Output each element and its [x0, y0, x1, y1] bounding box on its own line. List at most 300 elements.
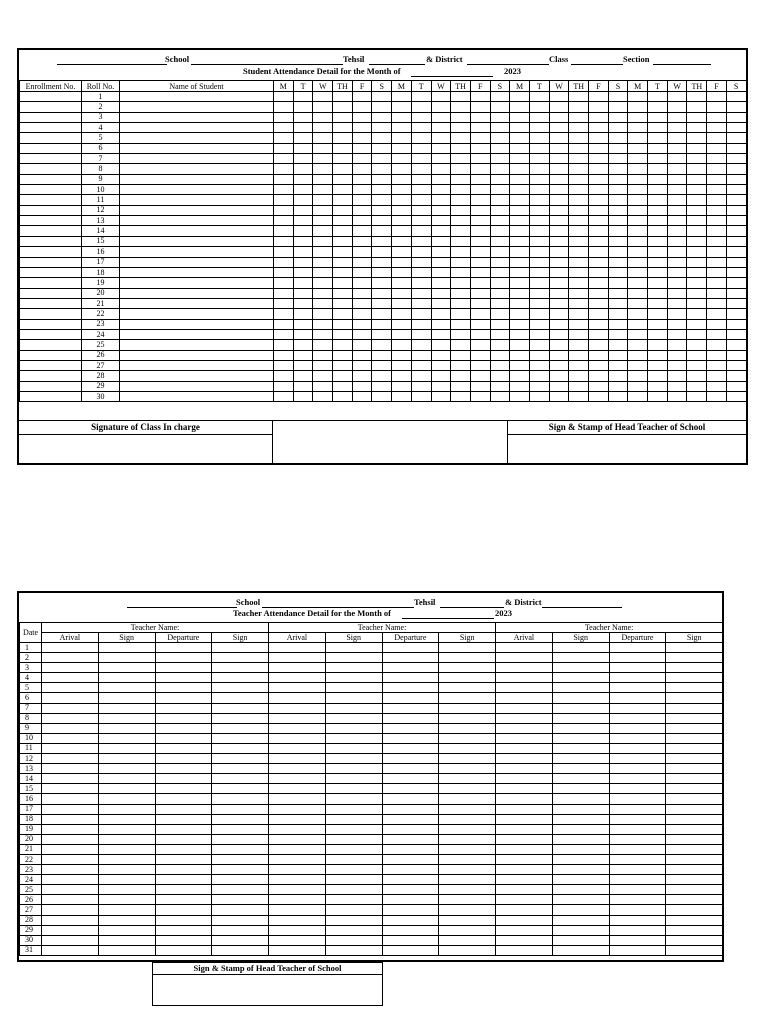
attendance-cell[interactable] [510, 309, 530, 319]
attendance-cell[interactable] [333, 371, 353, 381]
attendance-cell[interactable] [569, 174, 589, 184]
attendance-cell[interactable] [707, 247, 727, 257]
teacher-attendance-cell[interactable] [609, 935, 666, 945]
teacher-attendance-cell[interactable] [609, 925, 666, 935]
attendance-cell[interactable] [490, 174, 510, 184]
teacher-attendance-cell[interactable] [212, 905, 269, 915]
attendance-cell[interactable] [490, 298, 510, 308]
teacher-attendance-cell[interactable] [325, 693, 382, 703]
attendance-cell[interactable] [549, 391, 569, 401]
attendance-cell[interactable] [707, 381, 727, 391]
attendance-cell[interactable] [490, 133, 510, 143]
head-teacher-signature-box[interactable] [508, 421, 746, 464]
teacher-attendance-cell[interactable] [269, 673, 326, 683]
teacher-attendance-cell[interactable] [155, 905, 212, 915]
attendance-cell[interactable] [490, 350, 510, 360]
teacher-attendance-cell[interactable] [552, 854, 609, 864]
attendance-cell[interactable] [726, 92, 746, 102]
teacher-attendance-cell[interactable] [155, 723, 212, 733]
teacher-name-header[interactable]: Teacher Name: [269, 623, 496, 633]
attendance-cell[interactable] [313, 288, 333, 298]
attendance-cell[interactable] [726, 329, 746, 339]
attendance-cell[interactable] [687, 92, 707, 102]
attendance-cell[interactable] [490, 143, 510, 153]
teacher-attendance-cell[interactable] [439, 794, 496, 804]
attendance-cell[interactable] [470, 216, 490, 226]
teacher-attendance-cell[interactable] [439, 733, 496, 743]
attendance-cell[interactable] [529, 391, 549, 401]
teacher-attendance-cell[interactable] [666, 945, 723, 955]
attendance-cell[interactable] [648, 133, 668, 143]
attendance-cell[interactable] [333, 247, 353, 257]
attendance-cell[interactable] [667, 298, 687, 308]
attendance-cell[interactable] [529, 319, 549, 329]
teacher-attendance-cell[interactable] [155, 834, 212, 844]
attendance-cell[interactable] [333, 164, 353, 174]
student-name-cell[interactable] [120, 309, 274, 319]
attendance-cell[interactable] [372, 133, 392, 143]
teacher-attendance-cell[interactable] [98, 653, 155, 663]
attendance-cell[interactable] [411, 174, 431, 184]
enrollment-cell[interactable] [20, 360, 82, 370]
attendance-cell[interactable] [726, 247, 746, 257]
attendance-cell[interactable] [392, 216, 412, 226]
attendance-cell[interactable] [352, 360, 372, 370]
teacher-attendance-cell[interactable] [155, 693, 212, 703]
teacher-attendance-cell[interactable] [155, 875, 212, 885]
attendance-cell[interactable] [352, 174, 372, 184]
attendance-cell[interactable] [392, 174, 412, 184]
attendance-cell[interactable] [707, 92, 727, 102]
attendance-cell[interactable] [589, 236, 609, 246]
teacher-attendance-cell[interactable] [666, 754, 723, 764]
attendance-cell[interactable] [529, 92, 549, 102]
attendance-cell[interactable] [687, 267, 707, 277]
teacher-attendance-cell[interactable] [212, 915, 269, 925]
student-name-cell[interactable] [120, 154, 274, 164]
attendance-cell[interactable] [589, 298, 609, 308]
attendance-cell[interactable] [687, 278, 707, 288]
attendance-cell[interactable] [451, 112, 471, 122]
teacher-attendance-cell[interactable] [269, 945, 326, 955]
enrollment-cell[interactable] [20, 288, 82, 298]
attendance-cell[interactable] [293, 381, 313, 391]
teacher-attendance-cell[interactable] [382, 653, 439, 663]
attendance-cell[interactable] [687, 236, 707, 246]
teacher-attendance-cell[interactable] [666, 814, 723, 824]
attendance-cell[interactable] [569, 309, 589, 319]
attendance-cell[interactable] [549, 298, 569, 308]
enrollment-cell[interactable] [20, 123, 82, 133]
attendance-cell[interactable] [313, 278, 333, 288]
student-name-cell[interactable] [120, 112, 274, 122]
teacher-attendance-cell[interactable] [666, 784, 723, 794]
attendance-cell[interactable] [726, 371, 746, 381]
attendance-cell[interactable] [667, 226, 687, 236]
attendance-cell[interactable] [549, 164, 569, 174]
attendance-cell[interactable] [549, 350, 569, 360]
teacher-attendance-cell[interactable] [155, 673, 212, 683]
attendance-cell[interactable] [431, 195, 451, 205]
attendance-cell[interactable] [451, 216, 471, 226]
teacher-attendance-cell[interactable] [552, 743, 609, 753]
attendance-cell[interactable] [431, 381, 451, 391]
attendance-cell[interactable] [569, 236, 589, 246]
attendance-cell[interactable] [628, 298, 648, 308]
teacher-attendance-cell[interactable] [212, 643, 269, 653]
teacher-attendance-cell[interactable] [496, 875, 553, 885]
teacher-attendance-cell[interactable] [269, 683, 326, 693]
attendance-cell[interactable] [648, 226, 668, 236]
student-name-cell[interactable] [120, 92, 274, 102]
teacher-attendance-cell[interactable] [42, 814, 99, 824]
student-name-cell[interactable] [120, 319, 274, 329]
attendance-cell[interactable] [293, 164, 313, 174]
enrollment-cell[interactable] [20, 205, 82, 215]
attendance-cell[interactable] [648, 371, 668, 381]
attendance-cell[interactable] [470, 112, 490, 122]
attendance-cell[interactable] [529, 371, 549, 381]
teacher-attendance-cell[interactable] [212, 945, 269, 955]
teacher-attendance-cell[interactable] [666, 733, 723, 743]
attendance-cell[interactable] [667, 340, 687, 350]
attendance-cell[interactable] [392, 247, 412, 257]
attendance-cell[interactable] [293, 123, 313, 133]
attendance-cell[interactable] [608, 92, 628, 102]
attendance-cell[interactable] [411, 360, 431, 370]
attendance-cell[interactable] [628, 267, 648, 277]
attendance-cell[interactable] [470, 133, 490, 143]
attendance-cell[interactable] [726, 133, 746, 143]
teacher-attendance-cell[interactable] [269, 693, 326, 703]
attendance-cell[interactable] [569, 123, 589, 133]
attendance-cell[interactable] [313, 257, 333, 267]
teacher-attendance-cell[interactable] [609, 834, 666, 844]
attendance-cell[interactable] [529, 247, 549, 257]
teacher-attendance-cell[interactable] [212, 834, 269, 844]
attendance-cell[interactable] [589, 267, 609, 277]
teacher-attendance-cell[interactable] [496, 895, 553, 905]
attendance-cell[interactable] [293, 309, 313, 319]
teacher-attendance-cell[interactable] [439, 895, 496, 905]
teacher-attendance-cell[interactable] [325, 885, 382, 895]
attendance-cell[interactable] [648, 102, 668, 112]
attendance-cell[interactable] [352, 226, 372, 236]
attendance-cell[interactable] [490, 123, 510, 133]
attendance-cell[interactable] [470, 185, 490, 195]
attendance-cell[interactable] [687, 195, 707, 205]
attendance-cell[interactable] [431, 164, 451, 174]
attendance-cell[interactable] [293, 226, 313, 236]
attendance-cell[interactable] [490, 195, 510, 205]
attendance-cell[interactable] [470, 174, 490, 184]
attendance-cell[interactable] [510, 391, 530, 401]
attendance-cell[interactable] [411, 381, 431, 391]
attendance-cell[interactable] [313, 309, 333, 319]
attendance-cell[interactable] [569, 360, 589, 370]
attendance-cell[interactable] [470, 154, 490, 164]
teacher-attendance-cell[interactable] [552, 784, 609, 794]
teacher-attendance-cell[interactable] [269, 764, 326, 774]
attendance-cell[interactable] [707, 391, 727, 401]
attendance-cell[interactable] [392, 257, 412, 267]
attendance-cell[interactable] [687, 174, 707, 184]
attendance-cell[interactable] [549, 288, 569, 298]
teacher-attendance-cell[interactable] [98, 895, 155, 905]
attendance-cell[interactable] [431, 298, 451, 308]
attendance-cell[interactable] [490, 288, 510, 298]
attendance-cell[interactable] [608, 195, 628, 205]
attendance-cell[interactable] [707, 371, 727, 381]
attendance-cell[interactable] [608, 278, 628, 288]
attendance-cell[interactable] [451, 247, 471, 257]
teacher-attendance-cell[interactable] [155, 935, 212, 945]
attendance-cell[interactable] [352, 205, 372, 215]
attendance-cell[interactable] [667, 185, 687, 195]
attendance-cell[interactable] [293, 257, 313, 267]
attendance-cell[interactable] [372, 278, 392, 288]
attendance-cell[interactable] [293, 143, 313, 153]
teacher-attendance-cell[interactable] [439, 935, 496, 945]
teacher-attendance-cell[interactable] [552, 733, 609, 743]
teacher-attendance-cell[interactable] [609, 844, 666, 854]
teacher-attendance-cell[interactable] [439, 673, 496, 683]
attendance-cell[interactable] [549, 340, 569, 350]
attendance-cell[interactable] [549, 267, 569, 277]
teacher-attendance-cell[interactable] [609, 905, 666, 915]
attendance-cell[interactable] [352, 236, 372, 246]
attendance-cell[interactable] [529, 288, 549, 298]
attendance-cell[interactable] [549, 154, 569, 164]
attendance-cell[interactable] [707, 360, 727, 370]
attendance-cell[interactable] [470, 123, 490, 133]
attendance-cell[interactable] [411, 164, 431, 174]
teacher-attendance-cell[interactable] [496, 844, 553, 854]
attendance-cell[interactable] [490, 381, 510, 391]
attendance-cell[interactable] [648, 340, 668, 350]
attendance-cell[interactable] [451, 154, 471, 164]
teacher-attendance-cell[interactable] [666, 764, 723, 774]
attendance-cell[interactable] [431, 371, 451, 381]
attendance-cell[interactable] [274, 340, 294, 350]
teacher-attendance-cell[interactable] [666, 905, 723, 915]
attendance-cell[interactable] [589, 391, 609, 401]
attendance-cell[interactable] [451, 102, 471, 112]
attendance-cell[interactable] [470, 309, 490, 319]
teacher-attendance-cell[interactable] [325, 824, 382, 834]
student-name-cell[interactable] [120, 278, 274, 288]
enrollment-cell[interactable] [20, 154, 82, 164]
teacher-attendance-cell[interactable] [552, 925, 609, 935]
attendance-cell[interactable] [411, 319, 431, 329]
attendance-cell[interactable] [411, 154, 431, 164]
attendance-cell[interactable] [490, 205, 510, 215]
teacher-attendance-cell[interactable] [666, 713, 723, 723]
attendance-cell[interactable] [648, 216, 668, 226]
attendance-cell[interactable] [667, 288, 687, 298]
attendance-cell[interactable] [333, 288, 353, 298]
teacher-attendance-cell[interactable] [552, 814, 609, 824]
teacher-attendance-cell[interactable] [98, 703, 155, 713]
attendance-cell[interactable] [451, 391, 471, 401]
attendance-cell[interactable] [293, 112, 313, 122]
teacher-attendance-cell[interactable] [382, 784, 439, 794]
teacher-attendance-cell[interactable] [439, 743, 496, 753]
attendance-cell[interactable] [569, 371, 589, 381]
attendance-cell[interactable] [707, 329, 727, 339]
teacher-attendance-cell[interactable] [98, 905, 155, 915]
teacher-attendance-cell[interactable] [382, 844, 439, 854]
attendance-cell[interactable] [589, 102, 609, 112]
attendance-cell[interactable] [569, 340, 589, 350]
teacher-attendance-cell[interactable] [552, 895, 609, 905]
attendance-cell[interactable] [274, 112, 294, 122]
attendance-cell[interactable] [274, 381, 294, 391]
teacher-attendance-cell[interactable] [269, 915, 326, 925]
teacher-attendance-cell[interactable] [269, 885, 326, 895]
attendance-cell[interactable] [589, 174, 609, 184]
attendance-cell[interactable] [411, 391, 431, 401]
teacher-attendance-cell[interactable] [98, 814, 155, 824]
teacher-attendance-cell[interactable] [666, 875, 723, 885]
attendance-cell[interactable] [293, 350, 313, 360]
attendance-cell[interactable] [274, 226, 294, 236]
teacher-attendance-cell[interactable] [98, 834, 155, 844]
teacher-attendance-cell[interactable] [42, 764, 99, 774]
attendance-cell[interactable] [411, 102, 431, 112]
teacher-head-stamp-box[interactable] [152, 962, 383, 1006]
teacher-attendance-cell[interactable] [382, 774, 439, 784]
attendance-cell[interactable] [667, 195, 687, 205]
attendance-cell[interactable] [313, 391, 333, 401]
attendance-cell[interactable] [549, 257, 569, 267]
attendance-cell[interactable] [411, 340, 431, 350]
attendance-cell[interactable] [274, 257, 294, 267]
attendance-cell[interactable] [451, 143, 471, 153]
teacher-attendance-cell[interactable] [496, 673, 553, 683]
attendance-cell[interactable] [392, 185, 412, 195]
attendance-cell[interactable] [274, 288, 294, 298]
attendance-cell[interactable] [313, 154, 333, 164]
teacher-attendance-cell[interactable] [609, 703, 666, 713]
student-name-cell[interactable] [120, 185, 274, 195]
teacher-attendance-cell[interactable] [552, 875, 609, 885]
attendance-cell[interactable] [431, 154, 451, 164]
teacher-attendance-cell[interactable] [496, 945, 553, 955]
attendance-cell[interactable] [392, 288, 412, 298]
attendance-cell[interactable] [470, 319, 490, 329]
attendance-cell[interactable] [529, 185, 549, 195]
attendance-cell[interactable] [589, 195, 609, 205]
attendance-cell[interactable] [569, 298, 589, 308]
teacher-attendance-cell[interactable] [439, 784, 496, 794]
teacher-attendance-cell[interactable] [609, 723, 666, 733]
attendance-cell[interactable] [608, 319, 628, 329]
attendance-cell[interactable] [529, 309, 549, 319]
attendance-cell[interactable] [411, 133, 431, 143]
attendance-cell[interactable] [431, 350, 451, 360]
teacher-attendance-cell[interactable] [269, 733, 326, 743]
attendance-cell[interactable] [431, 257, 451, 267]
month-blank[interactable] [411, 76, 493, 77]
attendance-cell[interactable] [313, 195, 333, 205]
attendance-cell[interactable] [529, 381, 549, 391]
attendance-cell[interactable] [372, 174, 392, 184]
attendance-cell[interactable] [411, 185, 431, 195]
attendance-cell[interactable] [490, 319, 510, 329]
teacher-attendance-cell[interactable] [439, 865, 496, 875]
teacher-attendance-cell[interactable] [155, 865, 212, 875]
attendance-cell[interactable] [549, 247, 569, 257]
teacher-attendance-cell[interactable] [325, 683, 382, 693]
attendance-cell[interactable] [608, 247, 628, 257]
teacher-attendance-cell[interactable] [212, 824, 269, 834]
attendance-cell[interactable] [628, 329, 648, 339]
teacher-attendance-cell[interactable] [98, 683, 155, 693]
teacher-attendance-cell[interactable] [552, 693, 609, 703]
teacher-attendance-cell[interactable] [98, 945, 155, 955]
teacher-attendance-cell[interactable] [382, 925, 439, 935]
attendance-cell[interactable] [431, 143, 451, 153]
teacher-attendance-cell[interactable] [552, 673, 609, 683]
attendance-cell[interactable] [313, 92, 333, 102]
teacher-attendance-cell[interactable] [212, 854, 269, 864]
attendance-cell[interactable] [628, 216, 648, 226]
teacher-attendance-cell[interactable] [382, 733, 439, 743]
teacher-attendance-cell[interactable] [609, 854, 666, 864]
teacher-attendance-cell[interactable] [325, 814, 382, 824]
teacher-month-blank[interactable] [402, 618, 494, 619]
attendance-cell[interactable] [451, 226, 471, 236]
teacher-attendance-cell[interactable] [439, 824, 496, 834]
attendance-cell[interactable] [470, 350, 490, 360]
attendance-cell[interactable] [648, 381, 668, 391]
attendance-cell[interactable] [510, 257, 530, 267]
student-name-cell[interactable] [120, 381, 274, 391]
attendance-cell[interactable] [372, 298, 392, 308]
teacher-attendance-cell[interactable] [439, 945, 496, 955]
teacher-attendance-cell[interactable] [496, 743, 553, 753]
teacher-attendance-cell[interactable] [155, 925, 212, 935]
attendance-cell[interactable] [628, 340, 648, 350]
attendance-cell[interactable] [726, 267, 746, 277]
attendance-cell[interactable] [274, 123, 294, 133]
attendance-cell[interactable] [372, 247, 392, 257]
teacher-attendance-cell[interactable] [382, 854, 439, 864]
attendance-cell[interactable] [667, 92, 687, 102]
student-name-cell[interactable] [120, 340, 274, 350]
teacher-attendance-cell[interactable] [42, 653, 99, 663]
attendance-cell[interactable] [510, 350, 530, 360]
attendance-cell[interactable] [549, 329, 569, 339]
teacher-attendance-cell[interactable] [98, 733, 155, 743]
teacher-attendance-cell[interactable] [609, 804, 666, 814]
attendance-cell[interactable] [372, 350, 392, 360]
attendance-cell[interactable] [431, 216, 451, 226]
attendance-cell[interactable] [628, 278, 648, 288]
attendance-cell[interactable] [608, 267, 628, 277]
teacher-attendance-cell[interactable] [552, 774, 609, 784]
teacher-attendance-cell[interactable] [439, 814, 496, 824]
attendance-cell[interactable] [589, 360, 609, 370]
attendance-cell[interactable] [451, 174, 471, 184]
teacher-attendance-cell[interactable] [382, 824, 439, 834]
attendance-cell[interactable] [470, 278, 490, 288]
attendance-cell[interactable] [372, 123, 392, 133]
attendance-cell[interactable] [470, 226, 490, 236]
attendance-cell[interactable] [274, 278, 294, 288]
teacher-attendance-cell[interactable] [212, 713, 269, 723]
